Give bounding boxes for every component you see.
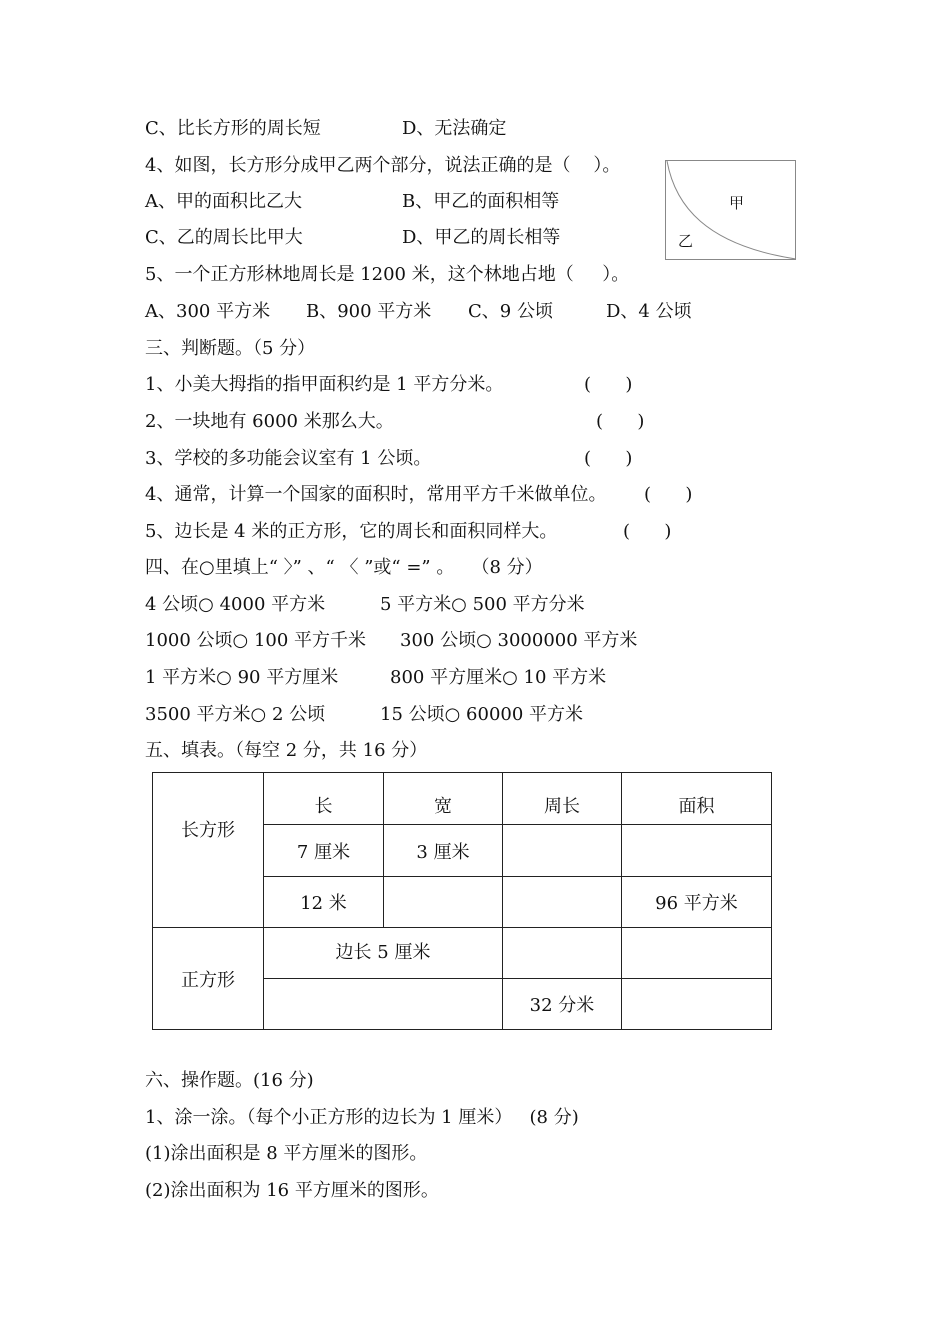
- section6-q1: 1、涂一涂。（每个小正方形的边长为 1 厘米） (8 分): [145, 1107, 579, 1128]
- q3-option-d: D、无法确定: [402, 118, 507, 139]
- judge-item-1: 1、小美大拇指的指甲面积约是 1 平方分米。: [145, 374, 504, 395]
- section6-title: 六、操作题。(16 分): [145, 1070, 314, 1091]
- table-cell[interactable]: [264, 979, 503, 1030]
- q5-option-b: B、900 平方米: [306, 301, 432, 322]
- table-cell: 12 米: [264, 877, 384, 928]
- judge-item-5: 5、边长是 4 米的正方形，它的周长和面积同样大。: [145, 521, 558, 542]
- judge-blank-3[interactable]: ( ): [584, 448, 633, 469]
- square-label: 正方形: [153, 928, 264, 1030]
- judge-item-4: 4、通常，计算一个国家的面积时，常用平方千米做单位。: [145, 484, 607, 505]
- q5-option-d: D、4 公顷: [606, 301, 692, 322]
- q5-option-c: C、9 公顷: [468, 301, 553, 322]
- table-cell[interactable]: [384, 877, 503, 928]
- compare-item: 300 公顷○ 3000000 平方米: [400, 630, 638, 651]
- judge-item-2: 2、一块地有 6000 米那么大。: [145, 411, 394, 432]
- compare-item: 15 公顷○ 60000 平方米: [380, 704, 584, 725]
- header-length: 长: [264, 773, 384, 825]
- q4-option-d: D、甲乙的周长相等: [402, 227, 561, 248]
- table-cell[interactable]: [503, 928, 622, 979]
- judge-blank-5[interactable]: ( ): [623, 521, 672, 542]
- header-perimeter: 周长: [503, 773, 622, 825]
- compare-item: 4 公顷○ 4000 平方米: [145, 594, 326, 615]
- fill-table: [152, 772, 772, 1030]
- q3-option-c: C、比长方形的周长短: [145, 118, 321, 139]
- compare-item: 1 平方米○ 90 平方厘米: [145, 667, 339, 688]
- table-cell[interactable]: [503, 877, 622, 928]
- table-cell: 96 平方米: [622, 877, 772, 928]
- q4-figure: [665, 160, 796, 260]
- q4-option-c: C、乙的周长比甲大: [145, 227, 303, 248]
- section5-title: 五、填表。（每空 2 分，共 16 分）: [145, 740, 428, 761]
- table-cell: 7 厘米: [264, 825, 384, 877]
- table-cell: 32 分米: [503, 979, 622, 1030]
- compare-item: 1000 公顷○ 100 平方千米: [145, 630, 367, 651]
- table-cell: 3 厘米: [384, 825, 503, 877]
- table-cell[interactable]: [622, 928, 772, 979]
- q5-stem: 5、一个正方形林地周长是 1200 米，这个林地占地（ ）。: [145, 264, 630, 285]
- judge-item-3: 3、学校的多功能会议室有 1 公顷。: [145, 448, 432, 469]
- judge-blank-4[interactable]: ( ): [644, 484, 693, 505]
- q5-option-a: A、300 平方米: [145, 301, 271, 322]
- table-cell[interactable]: [503, 825, 622, 877]
- compare-item: 3500 平方米○ 2 公顷: [145, 704, 326, 725]
- judge-blank-1[interactable]: ( ): [584, 374, 633, 395]
- section6-q1-1: (1)涂出面积是 8 平方厘米的图形。: [145, 1143, 428, 1164]
- header-width: 宽: [384, 773, 503, 825]
- figure-label-yi: 乙: [678, 232, 694, 250]
- q4-stem: 4、如图，长方形分成甲乙两个部分，说法正确的是（ ）。: [145, 155, 621, 176]
- compare-item: 800 平方厘米○ 10 平方米: [390, 667, 607, 688]
- judge-blank-2[interactable]: ( ): [596, 411, 645, 432]
- table-cell: 边长 5 厘米: [264, 928, 503, 979]
- table-cell[interactable]: [622, 825, 772, 877]
- compare-item: 5 平方米○ 500 平方分米: [380, 594, 585, 615]
- section3-title: 三、判断题。（5 分）: [145, 338, 316, 359]
- figure-label-jia: 甲: [729, 194, 745, 212]
- rect-label: 长方形: [153, 773, 264, 928]
- header-area: 面积: [622, 773, 772, 825]
- section6-q1-2: (2)涂出面积为 16 平方厘米的图形。: [145, 1180, 439, 1201]
- q4-option-a: A、甲的面积比乙大: [145, 191, 302, 212]
- q4-option-b: B、甲乙的面积相等: [402, 191, 560, 212]
- table-cell[interactable]: [622, 979, 772, 1030]
- section4-title: 四、在○里填上“ 〉” 、“ 〈 ”或“ =” 。 （8 分）: [145, 557, 543, 578]
